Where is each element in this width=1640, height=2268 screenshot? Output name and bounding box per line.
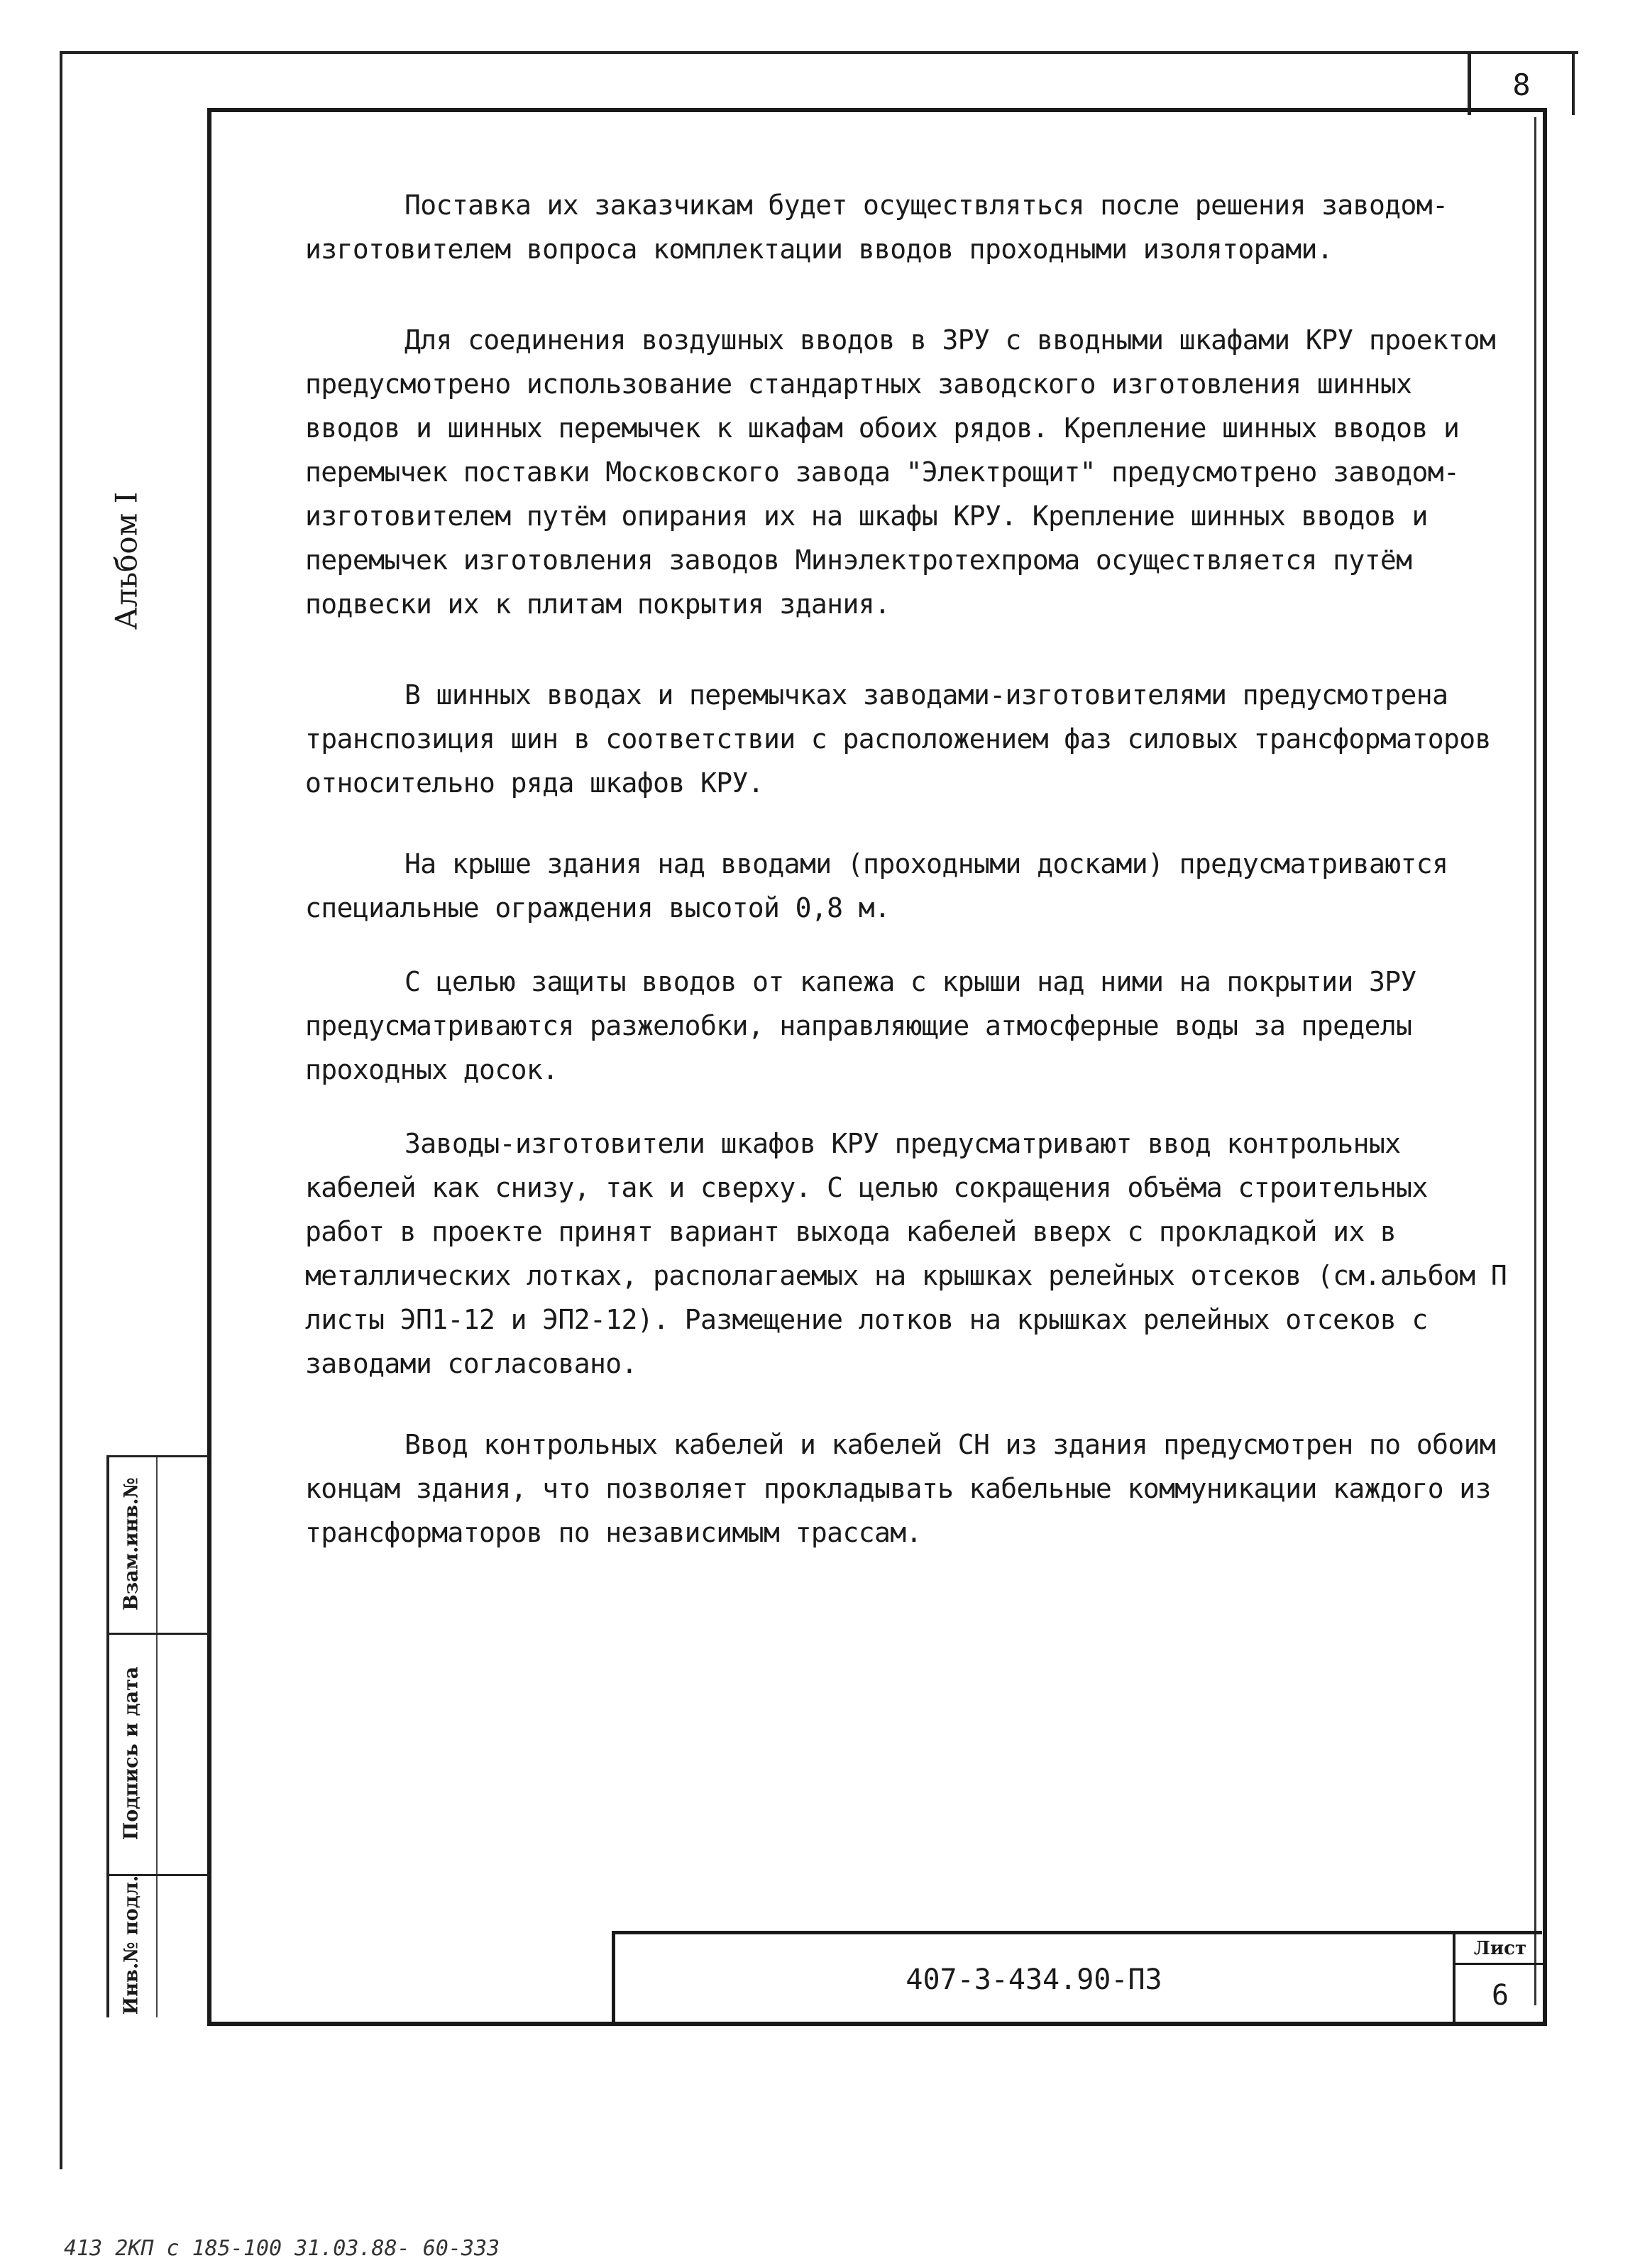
paragraph: С целью защиты вводов от капежа с крыши над ними на покрытии ЗРУ предусматриваются разжелобки, направляющие атмосферные воды за пределы проходных досок. [305, 966, 1416, 1085]
paragraph: Поставка их заказчикам будет осуществляться после решения заводом-изготовителем вопроса комплектации вводов проходными изоляторами. [305, 190, 1448, 265]
side-strip-original-inv: Инв.№ подл. [120, 1875, 143, 2015]
side-strip-divider [156, 1455, 158, 2017]
page-number: 8 [1468, 51, 1575, 115]
side-strip-replacement-inv: Взам.инв.№ [120, 1477, 143, 1611]
sheet-label: Лист [1455, 1934, 1545, 1965]
paragraph: В шинных вводах и перемычках заводами-изготовителями предусмотрена транспозиция шин в соответствии с расположением фаз силовых трансформаторов относительно ряда шкафов КРУ. [305, 679, 1491, 799]
paragraph: На крыше здания над вводами (проходными досками) предусматриваются специальные ограждения высотой 0,8 м. [305, 848, 1448, 924]
sheet-column [1453, 1934, 1545, 2025]
frame-inner-line [1534, 117, 1536, 2005]
side-strip-border [106, 1455, 109, 2017]
paragraph: Заводы-изготовители шкафов КРУ предусматривают ввод контрольных кабелей как снизу, так и сверху. С целью сокращения объёма строительных работ в проекте принят вариант выхода кабелей вверх с прокладкой их в металлических лотках, располагаемых на крышках релейных отсеков (см.альбом П листы ЭП1-12 и ЭП2-12). Размещение лотков на крышках релейных отсеков с заводами согласовано. [305, 1128, 1507, 1379]
side-strip-line-top [106, 1455, 209, 1457]
album-label: Альбом I [109, 491, 144, 630]
sheet-number: 6 [1491, 1979, 1509, 2012]
side-strip-line-1 [106, 1633, 209, 1635]
title-block [612, 1931, 1542, 2025]
paragraph: Для соединения воздушных вводов в ЗРУ с вводными шкафами КРУ проектом предусмотрено использование стандартных заводского изготовления шинных вводов и шинных перемычек к шкафам обоих рядов. Крепление шинных вводов и перемычек поставки Московского завода "Электрощит" предусмотрено заводом-изготовителем путём опирания их на шкафы КРУ. Крепление шинных вводов и перемычек изготовления заводов Минэлектротехпрома осуществляется путём подвески их к плитам покрытия здания. [305, 324, 1496, 620]
body-text [305, 183, 1512, 1584]
footer-note: 413 2КП с 185-100 31.03.88- 60-333 [64, 2236, 500, 2261]
side-strip-signature-date: Подпись и дата [120, 1666, 143, 1841]
document-code: 407-3-434.90-ПЗ [906, 1963, 1162, 1996]
paragraph: Ввод контрольных кабелей и кабелей СН из здания предусмотрен по обоим концам здания, что позволяет прокладывать кабельные коммуникации каждого из трансформаторов по независимым трассам. [305, 1429, 1496, 1548]
